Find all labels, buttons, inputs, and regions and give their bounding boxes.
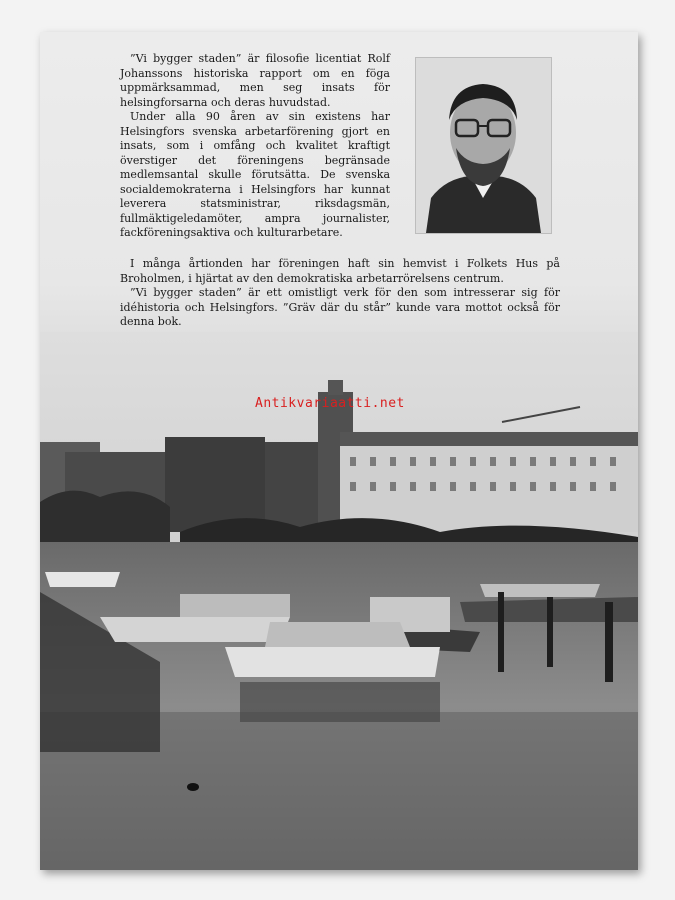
blurb-paragraph: ”Vi bygger staden” är ett omistligt verk för den som intresserar sig för idéhistoria och Helsingfors. ”Gräv där du står” kunde vara mottot också för denna bok. xyxy=(120,286,560,328)
harbor-photo xyxy=(40,332,638,870)
book-back-cover xyxy=(40,32,638,870)
blurb-paragraph: I många årtionden har föreningen haft sin hemvist i Folkets Hus på Broholmen, i hjärtat av den demokratiska arbetarrörelsens centrum. xyxy=(120,257,560,285)
blurb-text-column xyxy=(120,52,390,241)
blurb-paragraph: ”Vi bygger staden” är filosofie licentiat Rolf Johanssons historiska rapport om en föga uppmärksammad, men seg insats för helsingforsarna och deras huvudstad. xyxy=(120,52,390,109)
author-portrait-drawing xyxy=(416,58,551,233)
blurb-paragraph: Under alla 90 åren av sin existens har Helsingfors svenska arbetarförening gjort en insats, som i omfång och kvalitet kraftigt överstiger det föreningens begränsade medlemsantal skulle förutsätta. De svenska socialdemokraterna i Helsingfors har kunnat leverera statsministrar, riksdagsmän, fullmäktigeledamöter, ampra journalister, fackföreningsaktiva och kulturarbetare. xyxy=(120,110,390,239)
harbor-photo-drawing xyxy=(40,332,638,870)
blurb-text-wide xyxy=(120,257,560,330)
author-portrait xyxy=(415,57,552,234)
watermark-text: Antikvariaatti.net xyxy=(255,396,405,411)
